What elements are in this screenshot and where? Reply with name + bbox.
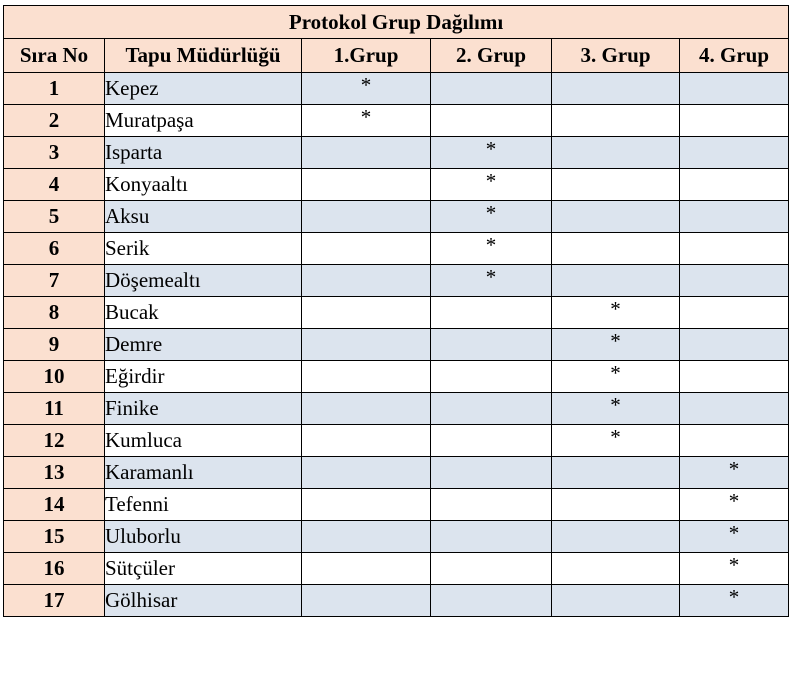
group-1-cell: [302, 585, 431, 617]
group-4-cell: *: [680, 457, 789, 489]
group-3-cell: [552, 265, 680, 297]
group-1-cell: [302, 265, 431, 297]
row-number: 10: [4, 361, 105, 393]
group-4-cell: [680, 169, 789, 201]
group-4-cell: [680, 425, 789, 457]
group-2-cell: [431, 73, 552, 105]
row-number: 1: [4, 73, 105, 105]
table-row: [4, 329, 789, 361]
row-directorate-name: Serik: [105, 233, 302, 265]
row-directorate-name: Döşemealtı: [105, 265, 302, 297]
group-4-cell: *: [680, 489, 789, 521]
group-3-cell: [552, 457, 680, 489]
group-2-cell: [431, 329, 552, 361]
row-number: 16: [4, 553, 105, 585]
group-4-cell: [680, 393, 789, 425]
group-4-cell: [680, 73, 789, 105]
row-number: 7: [4, 265, 105, 297]
row-directorate-name: Isparta: [105, 137, 302, 169]
table-row: [4, 137, 789, 169]
row-number: 15: [4, 521, 105, 553]
row-number: 14: [4, 489, 105, 521]
group-2-cell: *: [431, 137, 552, 169]
group-3-cell: *: [552, 393, 680, 425]
table-row: [4, 233, 789, 265]
group-1-cell: *: [302, 105, 431, 137]
group-3-cell: [552, 201, 680, 233]
header-row: [4, 39, 789, 73]
group-3-cell: [552, 489, 680, 521]
row-number: 5: [4, 201, 105, 233]
row-directorate-name: Aksu: [105, 201, 302, 233]
group-3-cell: *: [552, 425, 680, 457]
row-directorate-name: Demre: [105, 329, 302, 361]
table-row: [4, 201, 789, 233]
header-tapu-mudurlugu: Tapu Müdürlüğü: [105, 39, 302, 73]
row-number: 6: [4, 233, 105, 265]
group-2-cell: [431, 489, 552, 521]
row-number: 8: [4, 297, 105, 329]
row-number: 12: [4, 425, 105, 457]
table-row: [4, 553, 789, 585]
group-1-cell: [302, 361, 431, 393]
header-group-2: 2. Grup: [431, 39, 552, 73]
row-directorate-name: Gölhisar: [105, 585, 302, 617]
group-3-cell: [552, 137, 680, 169]
row-directorate-name: Karamanlı: [105, 457, 302, 489]
group-2-cell: *: [431, 233, 552, 265]
table-row: [4, 393, 789, 425]
table-row: [4, 73, 789, 105]
group-2-cell: [431, 393, 552, 425]
group-4-cell: *: [680, 521, 789, 553]
group-1-cell: [302, 201, 431, 233]
group-3-cell: [552, 521, 680, 553]
group-4-cell: [680, 297, 789, 329]
row-number: 3: [4, 137, 105, 169]
table-row: [4, 457, 789, 489]
row-directorate-name: Bucak: [105, 297, 302, 329]
group-4-cell: [680, 265, 789, 297]
group-3-cell: *: [552, 297, 680, 329]
row-directorate-name: Kumluca: [105, 425, 302, 457]
group-3-cell: [552, 585, 680, 617]
table-row: [4, 105, 789, 137]
group-3-cell: [552, 73, 680, 105]
group-4-cell: [680, 329, 789, 361]
group-1-cell: [302, 393, 431, 425]
row-directorate-name: Muratpaşa: [105, 105, 302, 137]
group-1-cell: [302, 457, 431, 489]
group-3-cell: [552, 169, 680, 201]
group-1-cell: *: [302, 73, 431, 105]
row-directorate-name: Eğirdir: [105, 361, 302, 393]
group-2-cell: [431, 457, 552, 489]
table-row: [4, 585, 789, 617]
title-row: [4, 6, 789, 39]
row-directorate-name: Konyaaltı: [105, 169, 302, 201]
row-number: 11: [4, 393, 105, 425]
row-number: 17: [4, 585, 105, 617]
row-number: 2: [4, 105, 105, 137]
row-directorate-name: Kepez: [105, 73, 302, 105]
group-4-cell: [680, 137, 789, 169]
group-1-cell: [302, 425, 431, 457]
row-directorate-name: Finike: [105, 393, 302, 425]
group-1-cell: [302, 169, 431, 201]
header-group-1: 1.Grup: [302, 39, 431, 73]
protocol-group-table: [3, 5, 789, 617]
group-2-cell: *: [431, 265, 552, 297]
group-4-cell: [680, 201, 789, 233]
group-3-cell: [552, 553, 680, 585]
group-4-cell: *: [680, 553, 789, 585]
row-directorate-name: Tefenni: [105, 489, 302, 521]
row-directorate-name: Uluborlu: [105, 521, 302, 553]
group-3-cell: [552, 233, 680, 265]
group-4-cell: *: [680, 585, 789, 617]
group-4-cell: [680, 105, 789, 137]
header-group-3: 3. Grup: [552, 39, 680, 73]
group-2-cell: [431, 425, 552, 457]
group-2-cell: [431, 521, 552, 553]
group-1-cell: [302, 521, 431, 553]
table-row: [4, 169, 789, 201]
table-row: [4, 521, 789, 553]
group-2-cell: [431, 361, 552, 393]
header-group-4: 4. Grup: [680, 39, 789, 73]
row-number: 9: [4, 329, 105, 361]
group-1-cell: [302, 329, 431, 361]
table-row: [4, 361, 789, 393]
group-1-cell: [302, 233, 431, 265]
group-2-cell: [431, 105, 552, 137]
group-2-cell: [431, 585, 552, 617]
group-3-cell: *: [552, 361, 680, 393]
group-4-cell: [680, 233, 789, 265]
table-row: [4, 425, 789, 457]
group-1-cell: [302, 553, 431, 585]
table-body: [4, 73, 789, 617]
group-2-cell: [431, 553, 552, 585]
group-3-cell: [552, 105, 680, 137]
group-4-cell: [680, 361, 789, 393]
header-sira-no: Sıra No: [4, 39, 105, 73]
row-number: 13: [4, 457, 105, 489]
table-row: [4, 489, 789, 521]
group-2-cell: [431, 297, 552, 329]
group-1-cell: [302, 137, 431, 169]
table-row: [4, 297, 789, 329]
group-1-cell: [302, 297, 431, 329]
row-number: 4: [4, 169, 105, 201]
group-2-cell: *: [431, 169, 552, 201]
group-3-cell: *: [552, 329, 680, 361]
table-title: Protokol Grup Dağılımı: [4, 6, 789, 39]
group-2-cell: *: [431, 201, 552, 233]
row-directorate-name: Sütçüler: [105, 553, 302, 585]
table-row: [4, 265, 789, 297]
group-1-cell: [302, 489, 431, 521]
